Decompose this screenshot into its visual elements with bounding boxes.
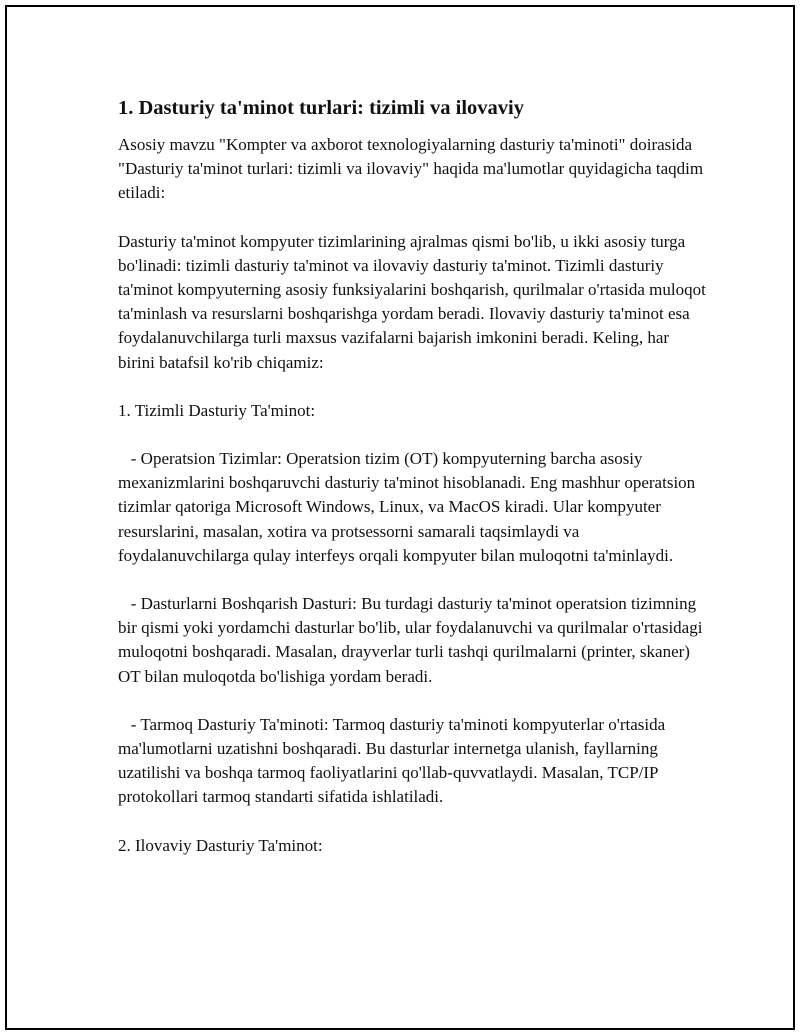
document-body xyxy=(118,95,711,882)
list-item-program-management: - Dasturlarni Boshqarish Dasturi: Bu turdagi dasturiy ta'minot operatsion tizimning bir qismi yoki yordamchi dasturlar bo'lib, ular foydalanuvchi va qurilmalar o'rtasidagi muloqotni boshqaradi. Masalan, drayverlar turli tashqi qurilmalarni (printer, skaner) OT bilan muloqotda bo'lishiga yordam beradi. xyxy=(118,594,707,686)
document-title: 1. Dasturiy ta'minot turlari: tizimli va ilovaviy xyxy=(118,97,524,119)
intro-paragraph: Asosiy mavzu "Kompter va axborot texnologiyalarning dasturiy ta'minoti" doirasida "Dasturiy ta'minot turlari: tizimli va ilovaviy" haqida ma'lumotlar quyidagicha taqdim etiladi: xyxy=(118,135,708,203)
overview-paragraph: Dasturiy ta'minot kompyuter tizimlarining ajralmas qismi bo'lib, u ikki asosiy turga bo'linadi: tizimli dasturiy ta'minot va ilovaviy dasturiy ta'minot. Tizimli dasturiy ta'minot kompyuterning asosiy funksiyalarini boshqarish, qurilmalar o'rtasida muloqot ta'minlash va resurslarni boshqarishga yordam beradi. Ilovaviy dasturiy ta'minot esa foydalanuvchilarga turli maxsus vazifalarni bajarish imkonini beradi. Keling, har birini batafsil ko'rib chiqamiz: xyxy=(118,231,711,372)
section-heading-application-software: 2. Ilovaviy Dasturiy Ta'minot: xyxy=(118,835,323,855)
section-heading-system-software: 1. Tizimli Dasturiy Ta'minot: xyxy=(118,400,316,420)
list-item-operating-systems: - Operatsion Tizimlar: Operatsion tizim (OT) kompyuterning barcha asosiy mexanizmlarini boshqaruvchi dasturiy ta'minot hisoblanadi. Eng mashhur operatsion tizimlar qatoriga Microsoft Windows, Linux, va MacOS kiradi. Ular kompyuter resurslarini, masalan, xotira va protsessorni samarali taqsimlaydi va foydalanuvchilarga qulay interfeys orqali kompyuter bilan muloqotni ta'minlaydi. xyxy=(118,449,700,565)
list-item-network-software: - Tarmoq Dasturiy Ta'minoti: Tarmoq dasturiy ta'minoti kompyuterlar o'rtasida ma'lumotlarni uzatishni boshqaradi. Bu dasturlar internetga ulanish, fayllarning uzatilishi va boshqa tarmoq faoliyatlarini qo'llab-quvvatlaydi. Masalan, TCP/IP protokollari tarmoq standarti sifatida ishlatiladi. xyxy=(118,714,670,807)
